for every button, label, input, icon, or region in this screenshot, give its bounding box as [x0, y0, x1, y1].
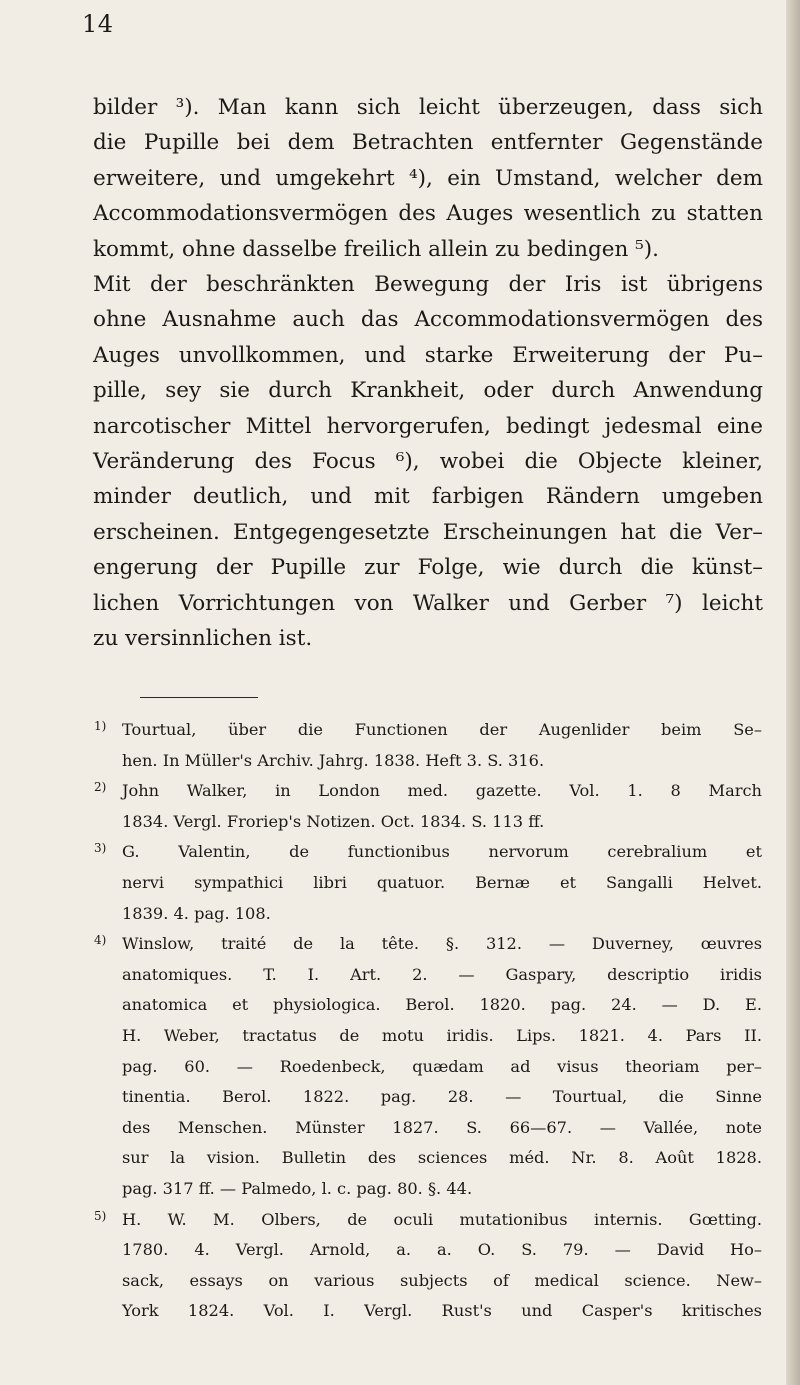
body-line: erweitere, und umgekehrt ⁴), ein Umstand, welcher dem — [93, 165, 763, 191]
footnote-line: tinentia. Berol. 1822. pag. 28. — Tourtual, die Sinne — [122, 1087, 762, 1107]
footnote-line: sack, essays on various subjects of medical science. New– — [122, 1270, 762, 1290]
page-edge — [786, 0, 800, 1385]
footnote-line: G. Valentin, de functionibus nervorum cerebralium et — [122, 842, 762, 862]
page-number: 14 — [82, 10, 114, 38]
footnote-line: anatomica et physiologica. Berol. 1820. pag. 24. — D. E. — [122, 995, 762, 1015]
footnote-5 — [94, 1205, 762, 1327]
body-line: Mit der beschränkten Bewegung der Iris ist übrigens — [93, 272, 763, 298]
footnote-2 — [94, 776, 762, 837]
footnote-divider — [140, 697, 258, 698]
footnote-line: nervi sympathici libri quatuor. Bernæ et Sangalli Helvet. — [122, 872, 762, 892]
footnotes — [94, 715, 762, 1327]
body-line: pille, sey sie durch Krankheit, oder durch Anwendung — [93, 378, 763, 404]
footnote-line: Tourtual, über die Functionen der Augenlider beim Se– — [122, 720, 762, 739]
body-line: engerung der Pupille zur Folge, wie durch die künst– — [93, 555, 763, 581]
footnote-number: 2) — [94, 780, 107, 795]
footnote-line: 1839. 4. pag. 108. — [122, 903, 271, 923]
body-line: narcotischer Mittel hervorgerufen, bedingt jedesmal eine — [93, 413, 763, 439]
body-line: Auges unvollkommen, und starke Erweiterung der Pu– — [93, 342, 763, 368]
footnote-1 — [94, 715, 762, 776]
footnote-4 — [94, 929, 762, 1204]
footnote-line: sur la vision. Bulletin des sciences méd. Nr. 8. Août 1828. — [122, 1148, 762, 1168]
body-line: minder deutlich, und mit farbigen Rändern umgeben — [93, 484, 763, 510]
body-line: die Pupille bei dem Betrachten entfernter Gegenstände — [93, 130, 763, 156]
footnote-line: H. W. M. Olbers, de oculi mutationibus internis. Gœtting. — [122, 1209, 762, 1229]
footnote-line: des Menschen. Münster 1827. S. 66—67. — Vallée, note — [122, 1117, 762, 1137]
footnote-line: hen. In Müller's Archiv. Jahrg. 1838. Heft 3. S. 316. — [122, 750, 545, 770]
body-line: Accommodationsvermögen des Auges wesentlich zu statten — [93, 201, 763, 227]
body-line: Veränderung des Focus ⁶), wobei die Objecte kleiner, — [93, 449, 763, 475]
body-line: ohne Ausnahme auch das Accommodationsvermögen des — [93, 307, 763, 333]
footnote-line: John Walker, in London med. gazette. Vol. 1. 8 March — [122, 781, 762, 801]
footnote-number: 3) — [94, 841, 107, 856]
body-line: lichen Vorrichtungen von Walker und Gerber ⁷) leicht — [93, 590, 763, 616]
footnote-line: anatomiques. T. I. Art. 2. — Gaspary, descriptio iridis — [122, 964, 762, 984]
footnote-line: pag. 317 ff. — Palmedo, l. c. pag. 80. §. 44. — [122, 1178, 473, 1198]
body-line: erscheinen. Entgegengesetzte Erscheinungen hat die Ver– — [93, 519, 763, 545]
footnote-number: 5) — [94, 1208, 107, 1223]
footnote-3 — [94, 837, 762, 929]
footnote-line: H. Weber, tractatus de motu iridis. Lips. 1821. 4. Pars II. — [122, 1025, 762, 1045]
body-line: kommt, ohne dasselbe freilich allein zu bedingen ⁵). — [93, 236, 659, 262]
body-paragraph — [93, 90, 763, 657]
footnote-line: pag. 60. — Roedenbeck, quædam ad visus theoriam per– — [122, 1056, 762, 1076]
footnote-number: 4) — [94, 933, 107, 948]
body-line: bilder ³). Man kann sich leicht überzeugen, dass sich — [93, 95, 763, 120]
body-line: zu versinnlichen ist. — [93, 626, 313, 652]
footnote-line: 1780. 4. Vergl. Arnold, a. a. O. S. 79. — David Ho– — [122, 1240, 762, 1260]
footnote-line: York 1824. Vol. I. Vergl. Rust's und Casper's kritisches — [122, 1301, 762, 1321]
footnote-number: 1) — [94, 719, 107, 733]
footnote-line: Winslow, traité de la tête. §. 312. — Duverney, œuvres — [122, 934, 762, 954]
footnote-line: 1834. Vergl. Froriep's Notizen. Oct. 1834. S. 113 ff. — [122, 811, 545, 831]
